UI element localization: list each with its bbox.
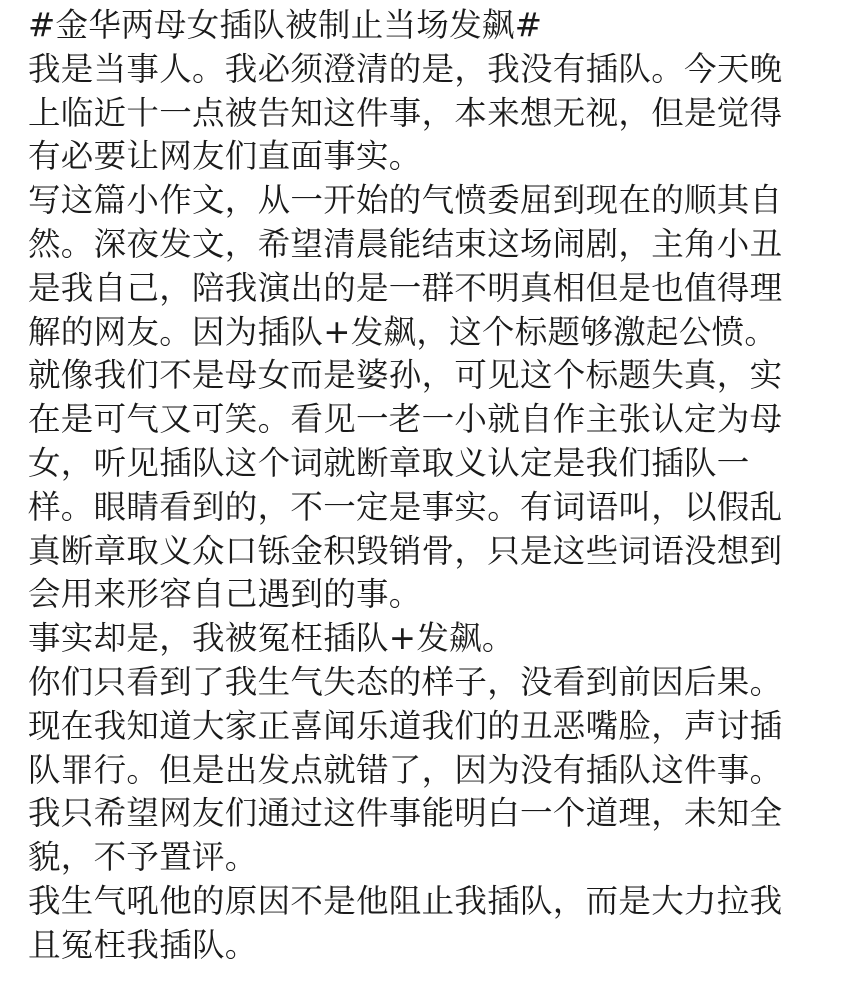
text-line: 且冤枉我插队。 [28,925,258,964]
text-line: 你们只看到了我生气失态的样子，没看到前因后果。 [28,662,783,701]
text-line: 真断章取义众口铄金积毁销骨，只是这些词语没想到 [28,531,783,570]
text-line: 我是当事人。我必须澄清的是，我没有插队。今天晚 [28,49,783,88]
text-line: 写这篇小作文，从一开始的气愤委屈到现在的顺其自 [28,181,783,220]
text-line: 事实却是，我被冤枉插队+发飙。 [28,619,515,658]
text-line: 在是可气又可笑。看见一老一小就自作主张认定为母 [28,400,783,439]
text-line: 解的网友。因为插队+发飙，这个标题够激起公愤。 [28,312,778,351]
text-line: 样。眼睛看到的，不一定是事实。有词语叫，以假乱 [28,487,783,526]
text-line: 现在我知道大家正喜闻乐道我们的丑恶嘴脸，声讨插 [28,706,783,745]
text-line: 我生气吼他的原因不是他阻止我插队，而是大力拉我 [28,881,783,920]
text-line: 我只希望网友们通过这件事能明白一个道理，未知全 [28,794,783,833]
text-line: 貌，不予置评。 [28,838,258,877]
text-line: 有必要让网友们直面事实。 [28,137,422,176]
text-line: 会用来形容自己遇到的事。 [28,575,422,614]
text-line: 就像我们不是母女而是婆孙，可见这个标题失真，实 [28,356,783,395]
text-line: 然。深夜发文，希望清晨能结束这场闹剧，主角小丑 [28,224,783,263]
text-line: 队罪行。但是出发点就错了，因为没有插队这件事。 [28,750,783,789]
text-line: 上临近十一点被告知这件事，本来想无视，但是觉得 [28,93,783,132]
hashtag-title: #金华两母女插队被制止当场发飙# [28,6,543,44]
text-line: 女，听见插队这个词就断章取义认定是我们插队一 [28,443,750,482]
text-line: 是我自己，陪我演出的是一群不明真相但是也值得理 [28,268,783,307]
post-text [28,4,840,968]
